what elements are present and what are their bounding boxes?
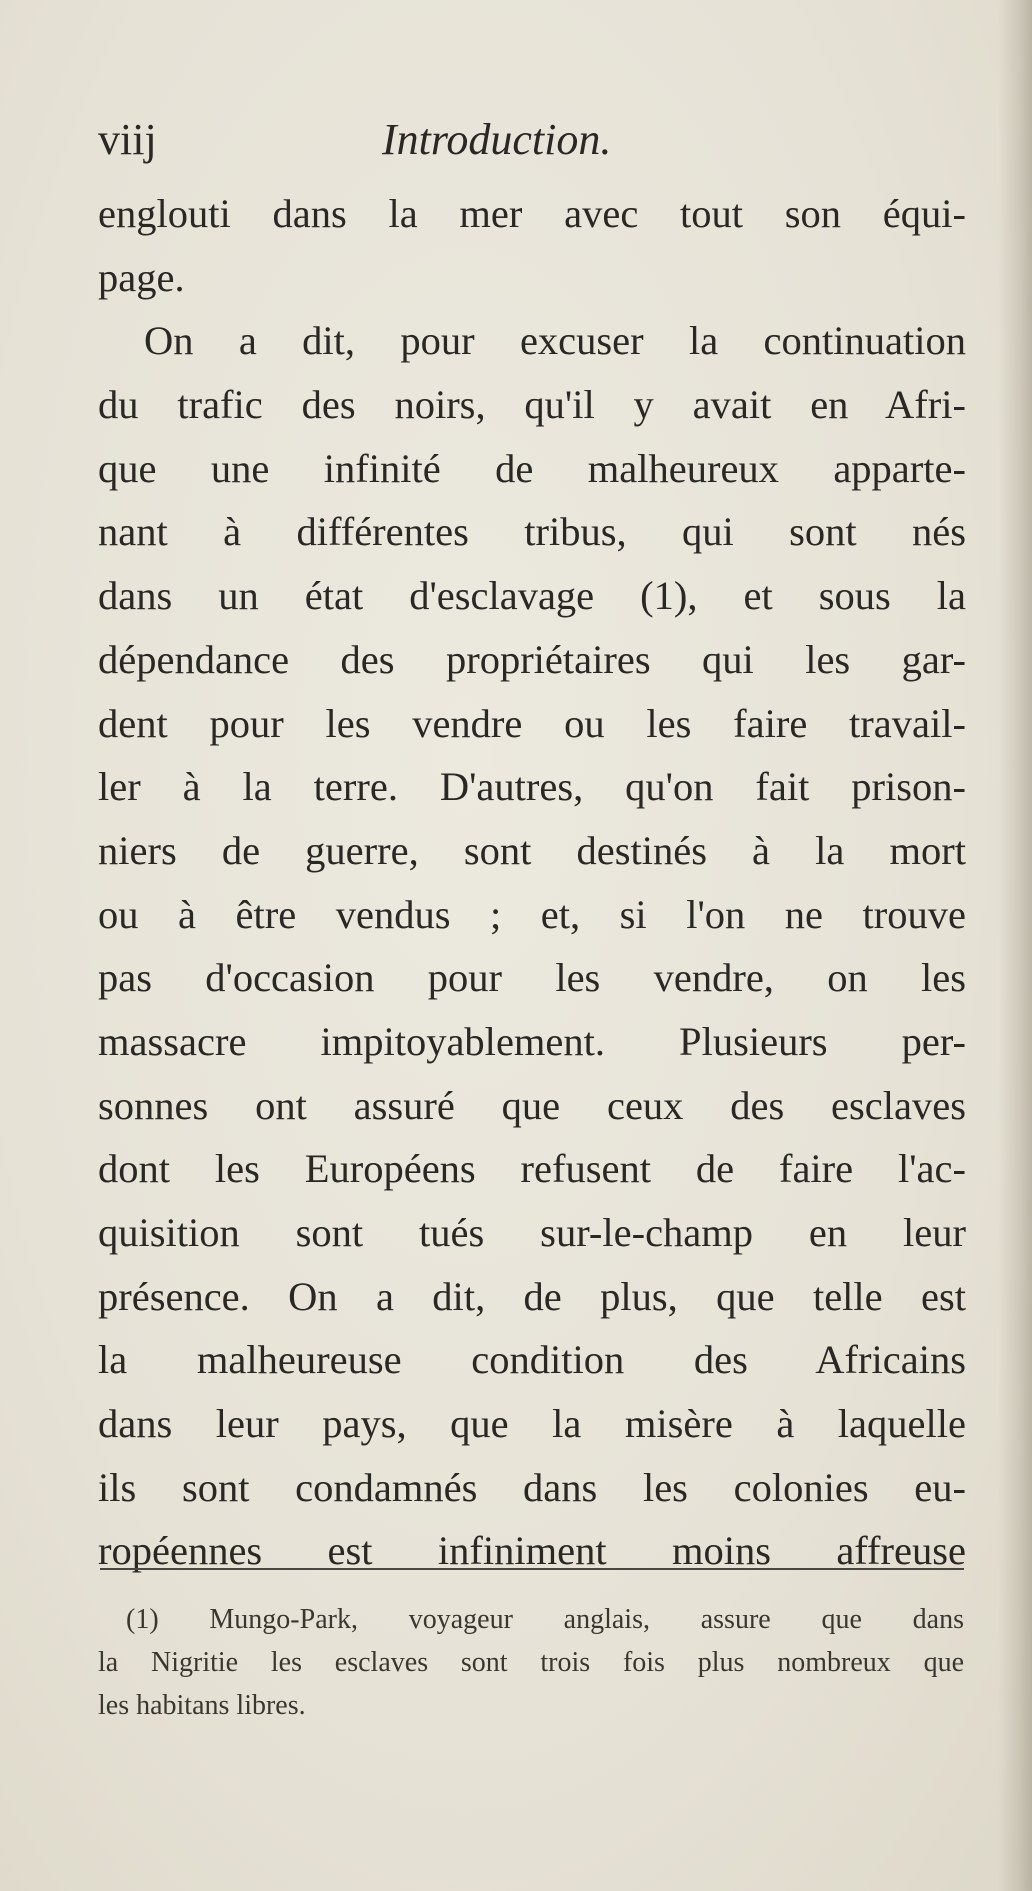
text-line: ils sont condamnés dans les colonies eu- [98,1464,966,1510]
page-gutter-shadow [998,0,1032,1891]
text-line: dent pour les vendre ou les faire travail- [98,700,966,746]
footnote-rule [100,1568,964,1570]
text-line: On a dit, pour excuser la continuation [144,318,966,364]
text-line: niers de guerre, sont destinés à la mort [98,827,966,873]
text-line: du trafic des noirs, qu'il y avait en Afri- [98,382,966,428]
text-line: sonnes ont assuré que ceux des esclaves [98,1082,966,1128]
text-line: dans un état d'esclavage (1), et sous la [98,573,966,619]
text-line: que une infinité de malheureux apparte- [98,445,966,491]
text-line: nant à différentes tribus, qui sont nés [98,509,966,555]
text-line: ou à être vendus ; et, si l'on ne trouve [98,891,966,937]
text-line: dont les Européens refusent de faire l'ac- [98,1146,966,1192]
page-number: viij [98,115,157,164]
text-line: pas d'occasion pour les vendre, on les [98,955,966,1001]
running-header [98,112,958,168]
body-text [98,182,966,1583]
footnote [98,1598,964,1727]
text-line: dans leur pays, que la misère à laquelle [98,1401,966,1447]
text-line: page. [98,254,185,300]
text-line: dépendance des propriétaires qui les gar- [98,636,966,682]
text-line: ler à la terre. D'autres, qu'on fait prison- [98,764,966,810]
running-title: Introduction. [382,115,612,164]
footnote-line: la Nigritie les esclaves sont trois fois plus nombreux que [98,1647,964,1678]
text-line: la malheureuse condition des Africains [98,1337,966,1383]
text-line: ropéennes est infiniment moins affreuse [98,1528,966,1574]
text-line: massacre impitoyablement. Plusieurs per- [98,1018,966,1064]
footnote-line: (1) Mungo-Park, voyageur anglais, assure que dans [126,1604,964,1635]
footnote-line: les habitans libres. [98,1690,306,1721]
text-line: présence. On a dit, de plus, que telle est [98,1273,966,1319]
text-line: quisition sont tués sur-le-champ en leur [98,1210,966,1255]
text-line: englouti dans la mer avec tout son équi- [98,191,966,236]
